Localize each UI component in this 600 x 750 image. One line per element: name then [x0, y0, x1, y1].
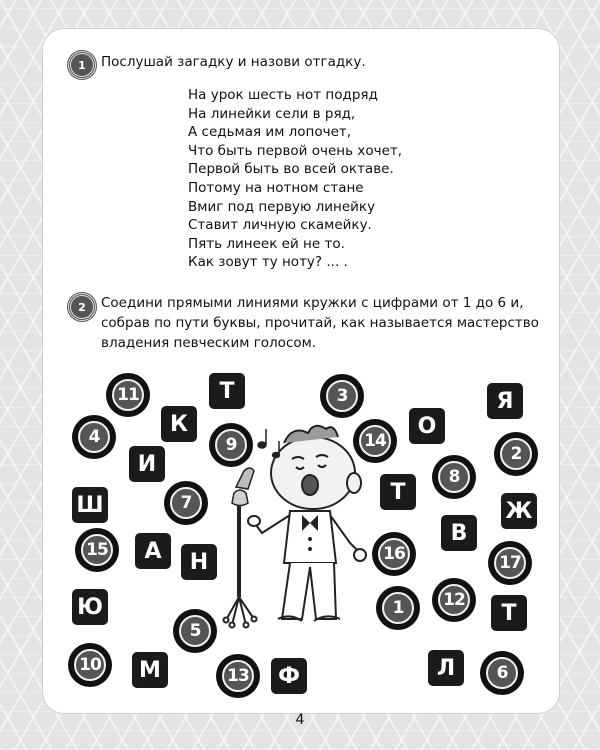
- letter-tile[interactable]: Н: [181, 544, 217, 580]
- number-circle[interactable]: 2: [494, 432, 538, 476]
- number-circle[interactable]: 8: [432, 455, 476, 499]
- number-circle[interactable]: 5: [173, 609, 217, 653]
- number-circle[interactable]: 12: [432, 578, 476, 622]
- letter-tile[interactable]: Я: [487, 383, 523, 419]
- page-number: 4: [295, 712, 305, 728]
- task-2-number-badge: 2: [68, 293, 96, 321]
- letter-tile[interactable]: Т: [209, 373, 245, 409]
- poem-line: Потому на нотном стане: [188, 179, 364, 196]
- number-circle[interactable]: 1: [376, 586, 420, 630]
- poem-line: Пять линеек ей не то.: [188, 235, 345, 252]
- number-circle[interactable]: 14: [353, 419, 397, 463]
- poem-line: Первой быть во всей октаве.: [188, 161, 394, 178]
- poem-line: На линейки сели в ряд,: [188, 105, 356, 122]
- number-circle[interactable]: 17: [488, 541, 532, 585]
- letter-tile[interactable]: Л: [428, 650, 464, 686]
- task-2-instruction: Соедини прямыми линиями кружки с цифрами от 1 до 6 и, собрав по пути буквы, прочитай, как называется мастерство владения певческим голосом.: [101, 295, 539, 351]
- number-circle[interactable]: 9: [209, 423, 253, 467]
- letter-tile[interactable]: Т: [380, 474, 416, 510]
- number-circle[interactable]: 11: [106, 373, 150, 417]
- letter-tile[interactable]: Ш: [72, 487, 108, 523]
- letter-tile[interactable]: А: [135, 533, 171, 569]
- number-circle[interactable]: 4: [72, 415, 116, 459]
- poem-line: Вмиг под первую линейку: [188, 198, 376, 215]
- number-circle[interactable]: 6: [480, 651, 524, 695]
- number-circle[interactable]: 3: [320, 374, 364, 418]
- letter-tile[interactable]: Т: [491, 595, 527, 631]
- task-1-number-badge: 1: [68, 51, 96, 79]
- poem-line: На урок шесть нот подряд: [188, 87, 378, 103]
- poem-line: А седьмая им лопочет,: [188, 124, 352, 141]
- letter-tile[interactable]: И: [129, 446, 165, 482]
- letter-tile[interactable]: В: [441, 515, 477, 551]
- poem-line: Как зовут ту ноту? ... .: [188, 254, 348, 271]
- number-circle[interactable]: 13: [216, 654, 260, 698]
- number-circle[interactable]: 15: [75, 528, 119, 572]
- letter-tile[interactable]: Ю: [72, 589, 108, 625]
- number-circle[interactable]: 7: [164, 481, 208, 525]
- task-1-instruction: Послушай загадку и назови отгадку.: [101, 54, 366, 70]
- letter-tile[interactable]: О: [409, 408, 445, 444]
- number-circle[interactable]: 10: [68, 643, 112, 687]
- letter-tile[interactable]: Ж: [501, 493, 537, 529]
- poem-line: Что быть первой очень хочет,: [188, 142, 403, 159]
- letter-tile[interactable]: К: [161, 406, 197, 442]
- letter-tile[interactable]: М: [132, 652, 168, 688]
- number-circle[interactable]: 16: [372, 532, 416, 576]
- poem-line: Ставит личную скамейку.: [188, 217, 372, 234]
- singing-boy-illustration: [218, 415, 378, 640]
- letter-tile[interactable]: Ф: [271, 658, 307, 694]
